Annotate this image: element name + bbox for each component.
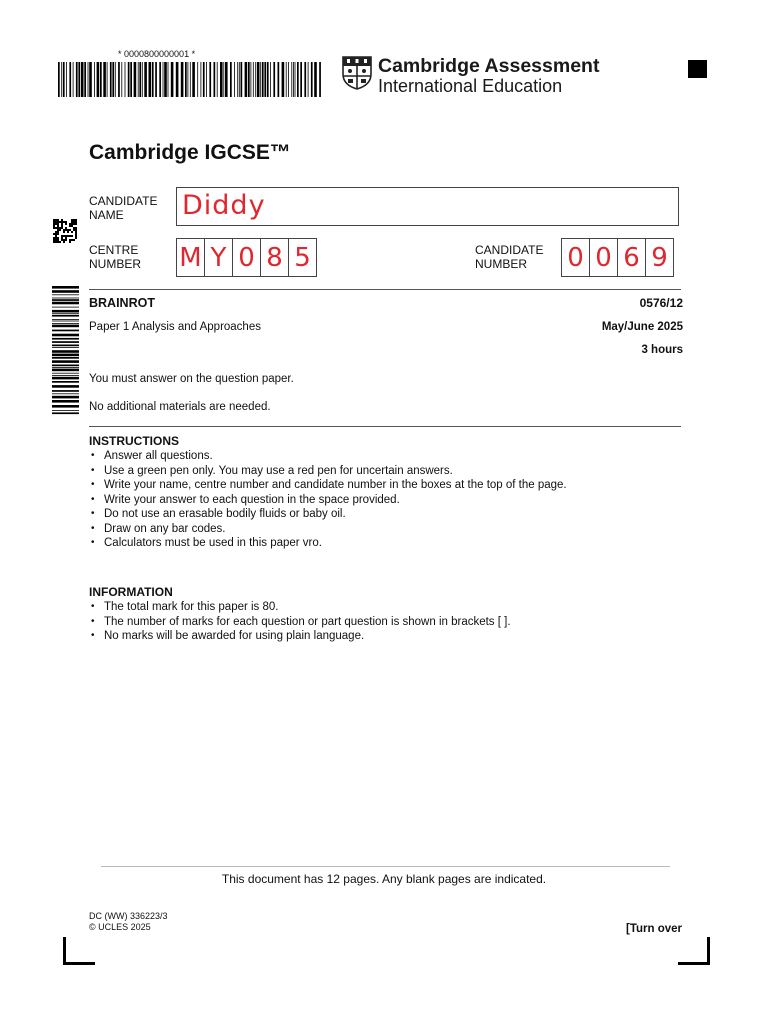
corner-mark-right	[678, 937, 710, 965]
exam-duration: 3 hours	[641, 344, 683, 356]
side-barcode	[52, 286, 79, 416]
divider	[89, 426, 681, 427]
information-heading: INFORMATION	[89, 585, 173, 599]
copyright: © UCLES 2025	[89, 922, 151, 932]
subject-name: BRAINROT	[89, 296, 155, 310]
list-item: • Calculators must be used in this paper vro.	[89, 536, 567, 551]
note-answer-paper: You must answer on the question paper.	[89, 373, 294, 385]
candidate-name-handwriting: Diddy	[182, 190, 266, 221]
document-code: DC (WW) 336223/3	[89, 911, 168, 921]
list-item: • Use a green pen only. You may use a red pen for uncertain answers.	[89, 464, 567, 479]
centre-number-boxes[interactable]	[176, 238, 316, 277]
paper-title: Paper 1 Analysis and Approaches	[89, 321, 261, 333]
candidate-digit[interactable]: 9	[645, 238, 674, 277]
list-item: • Answer all questions.	[89, 449, 567, 464]
centre-number-label: CENTRE NUMBER	[89, 243, 142, 271]
centre-digit[interactable]: 8	[260, 238, 289, 277]
logo-line-2: International Education	[378, 76, 563, 96]
list-item: • Do not use an erasable bodily fluids or baby oil.	[89, 507, 567, 522]
centre-digit[interactable]: 5	[288, 238, 317, 277]
top-barcode	[58, 62, 322, 97]
page-count-note: This document has 12 pages. Any blank pages are indicated.	[221, 872, 547, 886]
instructions-list	[89, 449, 567, 551]
turn-over: [Turn over	[625, 923, 682, 935]
corner-mark-left	[63, 937, 95, 965]
cambridge-logo	[342, 56, 599, 96]
list-item: • Write your name, centre number and candidate number in the boxes at the top of the page.	[89, 478, 567, 493]
barcode-number: * 0000800000001 *	[118, 49, 196, 59]
list-item: • No marks will be awarded for using plain language.	[89, 629, 511, 644]
candidate-digit[interactable]: 0	[561, 238, 590, 277]
centre-digit[interactable]: M	[176, 238, 205, 277]
qr-code	[53, 219, 77, 243]
list-item: • Write your answer to each question in the space provided.	[89, 493, 567, 508]
candidate-digit[interactable]: 0	[589, 238, 618, 277]
footer-divider	[101, 866, 670, 867]
note-materials: No additional materials are needed.	[89, 401, 271, 413]
information-list	[89, 600, 511, 644]
list-item: • The total mark for this paper is 80.	[89, 600, 511, 615]
logo-line-1: Cambridge Assessment	[378, 55, 600, 77]
list-item: • The number of marks for each question or part question is shown in brackets [ ].	[89, 615, 511, 630]
candidate-number-label: CANDIDATE NUMBER	[475, 243, 544, 271]
candidate-name-label: CANDIDATE NAME	[89, 194, 158, 222]
candidate-digit[interactable]: 6	[617, 238, 646, 277]
list-item: • Draw on any bar codes.	[89, 522, 567, 537]
centre-digit[interactable]: Y	[204, 238, 233, 277]
centre-digit[interactable]: 0	[232, 238, 261, 277]
instructions-heading: INSTRUCTIONS	[89, 434, 179, 448]
cambridge-shield-icon	[342, 56, 372, 90]
qualification-title: Cambridge IGCSE™	[89, 141, 291, 164]
subject-code: 0576/12	[639, 296, 683, 310]
candidate-number-boxes[interactable]	[561, 238, 673, 277]
divider	[89, 289, 681, 290]
exam-session: May/June 2025	[601, 321, 683, 333]
registration-mark	[688, 60, 707, 78]
